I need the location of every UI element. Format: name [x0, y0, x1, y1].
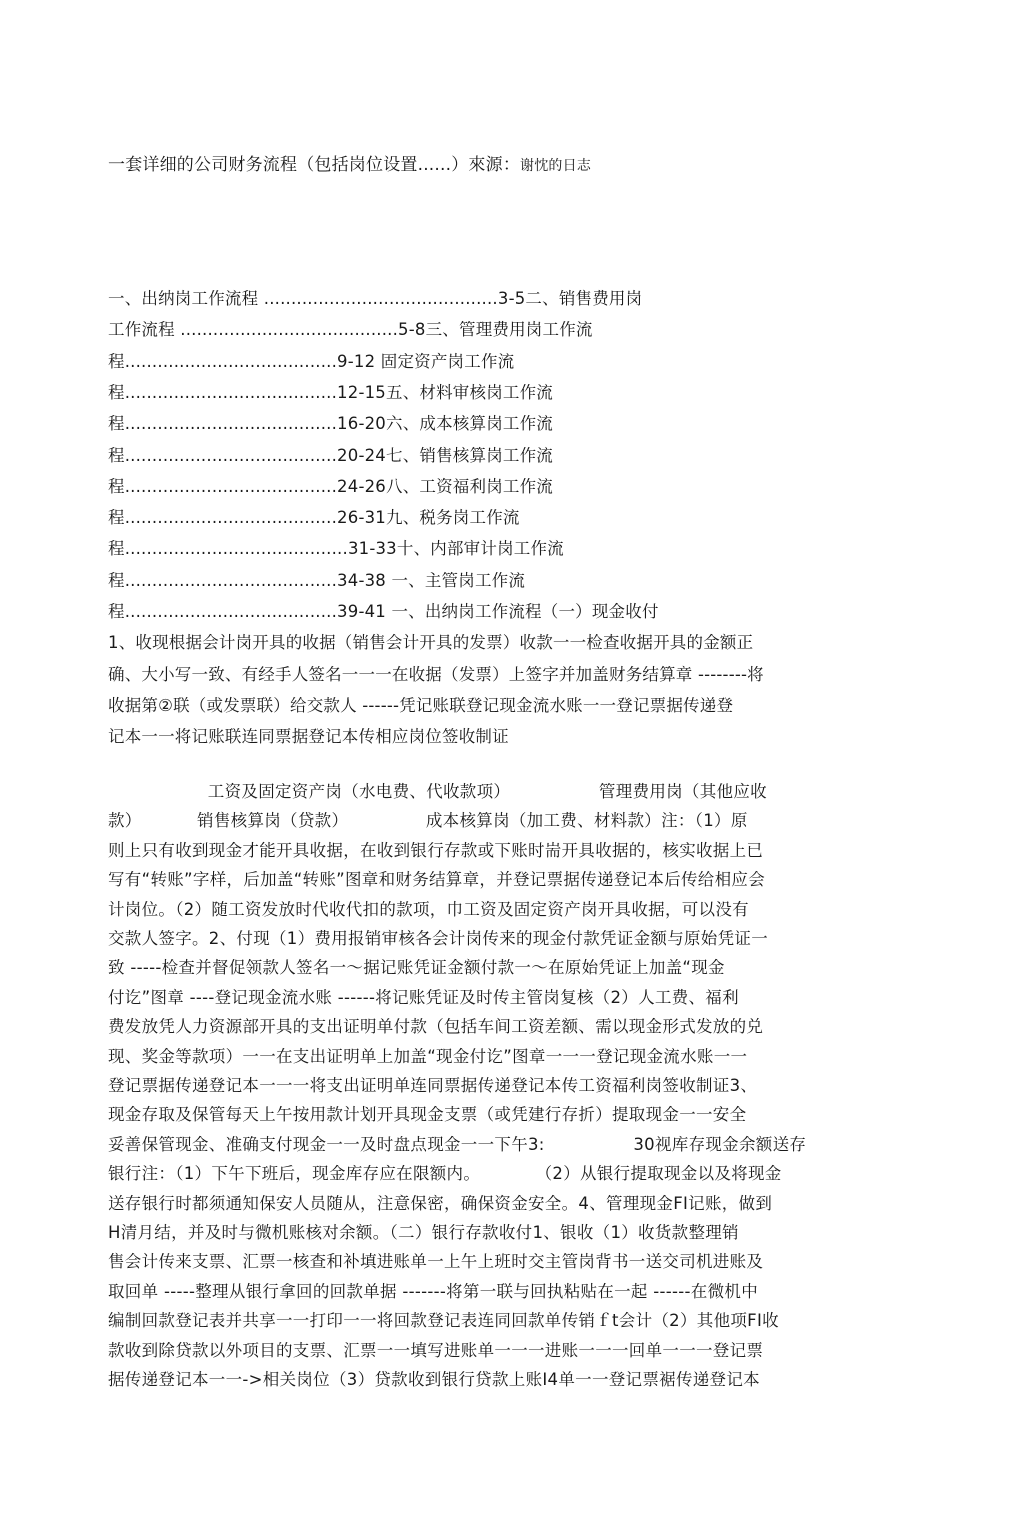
text-line: 付讫”图章 ----登记现金流水账 ------将记账凭证及时传主管岗复核（2）人工费、福利 — [108, 987, 739, 1007]
text-line: 确、大小写一致、有经手人签名一一一在收据（发票）上签字并加盖财务结算章 --------将 — [108, 664, 764, 684]
text-line: 登记票据传递登记本一一一将支出证明单连同票据传递登记本传工资福利岗签收制证3、 — [108, 1076, 758, 1095]
text-line: 编制回款登记表并共享一一打印一一将回款登记表连同回款单传销ｆt会计（2）其他项FI收 — [108, 1311, 779, 1331]
text-line: 则上只有收到现金才能开具收据，在收到银行存款或下账时耑开具收据的，核实收据上已 — [108, 840, 764, 860]
text-line: 现金存取及保管每天上午按用款计划开具现金支票（或凭建行存折）提取现金一一安全 — [108, 1105, 747, 1125]
text-line: 程.......................................39-41 一、出纳岗工作流程（一）现金收付 — [108, 602, 659, 621]
text-line: 费发放凭人力资源部开具的支出证明单付款（包括车间工资差额、需以现金形式发放的兑 — [108, 1017, 764, 1037]
text-line: 银行注：（1）下午下班后，现金库存应在限额内。 （2）从银行提取现金以及将现金 — [108, 1164, 782, 1184]
text-line: 现、奖金等款项）一一在支出证明单上加盖“现金付讫”图章一一一登记现金流水账一一 — [108, 1046, 748, 1066]
text-line: 记本一一将记账联连同票据登记本传相应岗位签收制证 — [108, 727, 509, 747]
title-source: 谢忱的日志 — [520, 158, 592, 174]
text-line: 款收到除贷款以外项目的支票、汇票一一填写进账单一一一进账一一一回单一一一登记票 — [108, 1340, 764, 1360]
text-line: 工资及固定资产岗（水电费、代收款项） 管理费用岗（其他应收 — [108, 782, 767, 801]
text-line: 款） 销售核算岗（贷款） 成本核算岗（加工费、材料款）注：（1）原 — [108, 811, 748, 831]
text-line: 交款人签字。2、付现（1）费用报销审核各会计岗传来的现金付款凭证金额与原始凭证一 — [108, 929, 768, 948]
document-title — [108, 150, 591, 175]
text-line: 程.......................................9-12 固定资产岗工作流 — [108, 351, 515, 371]
text-line: 1、收现根据会计岗开具的收据（销售会计开具的发票）收款一一检查收据开具的金额正 — [108, 633, 754, 653]
text-line: 据传递登记本一一->相关岗位（3）贷款收到银行贷款上账I4单一一登记票裾传递登记本 — [108, 1370, 760, 1389]
title-text: 一套详细的公司财务流程（包括岗位设置......）來源： — [108, 155, 521, 175]
text-line: H清月结，并及时与微机账核对余额。（二）银行存款收付1、银收（1）收货款整理销 — [108, 1223, 739, 1242]
text-line: 程.......................................20-24七、销售核算岗工作流 — [108, 445, 553, 465]
text-line: 工作流程 ........................................5-8三、管理费用岗工作流 — [108, 320, 593, 340]
text-line: 写有“转账”字样，后加盖“转账”图章和财务结算章，并登记票据传递登记本后传给相应会 — [108, 870, 765, 890]
text-line: 计岗位。（2）随工资发放时代收代扣的款项，巾工资及固定资产岗开具收据，可以没有 — [108, 899, 749, 919]
text-line: 程.......................................16-20六、成本核算岗工作流 — [108, 414, 553, 434]
text-line: 妥善保管现金、准确支付现金一一及时盘点现金一一下午3: 30视库存现金余额送存 — [108, 1134, 807, 1154]
text-line: 送存银行时都须通知保安人员随从，注意保密，确保资金安全。4、管理现金FI记账，做到 — [108, 1193, 773, 1213]
text-line: 售会计传来支票、汇票一核查和补填进账单一上午上班时交主管岗背书一送交司机进账及 — [108, 1252, 764, 1272]
text-line: 取回单 -----整理从银行拿回的回款单据 -------将第一联与回执粘贴在一起 ------在微机中 — [108, 1281, 759, 1301]
text-line: 程.........................................31-33十、内部审计岗工作流 — [108, 539, 564, 559]
text-line: 程.......................................24-26八、工资福利岗工作流 — [108, 476, 553, 496]
text-line: 一、出纳岗工作流程 ...........................................3-5二、销售费用岗 — [108, 289, 643, 308]
text-line: 收据第②联（或发票联）给交款人 ------凭记账联登记现金流水账一一登记票据传递登 — [108, 695, 734, 715]
text-line: 程.......................................34-38 一、主管岗工作流 — [108, 570, 526, 590]
text-line: 致 -----检查并督促领款人签名一～据记账凭证金额付款一～在原始凭证上加盖“现金 — [108, 958, 725, 978]
text-line: 程.......................................12-15五、材料审核岗工作流 — [108, 382, 553, 402]
text-line: 程.......................................26-31九、税务岗工作流 — [108, 508, 520, 528]
